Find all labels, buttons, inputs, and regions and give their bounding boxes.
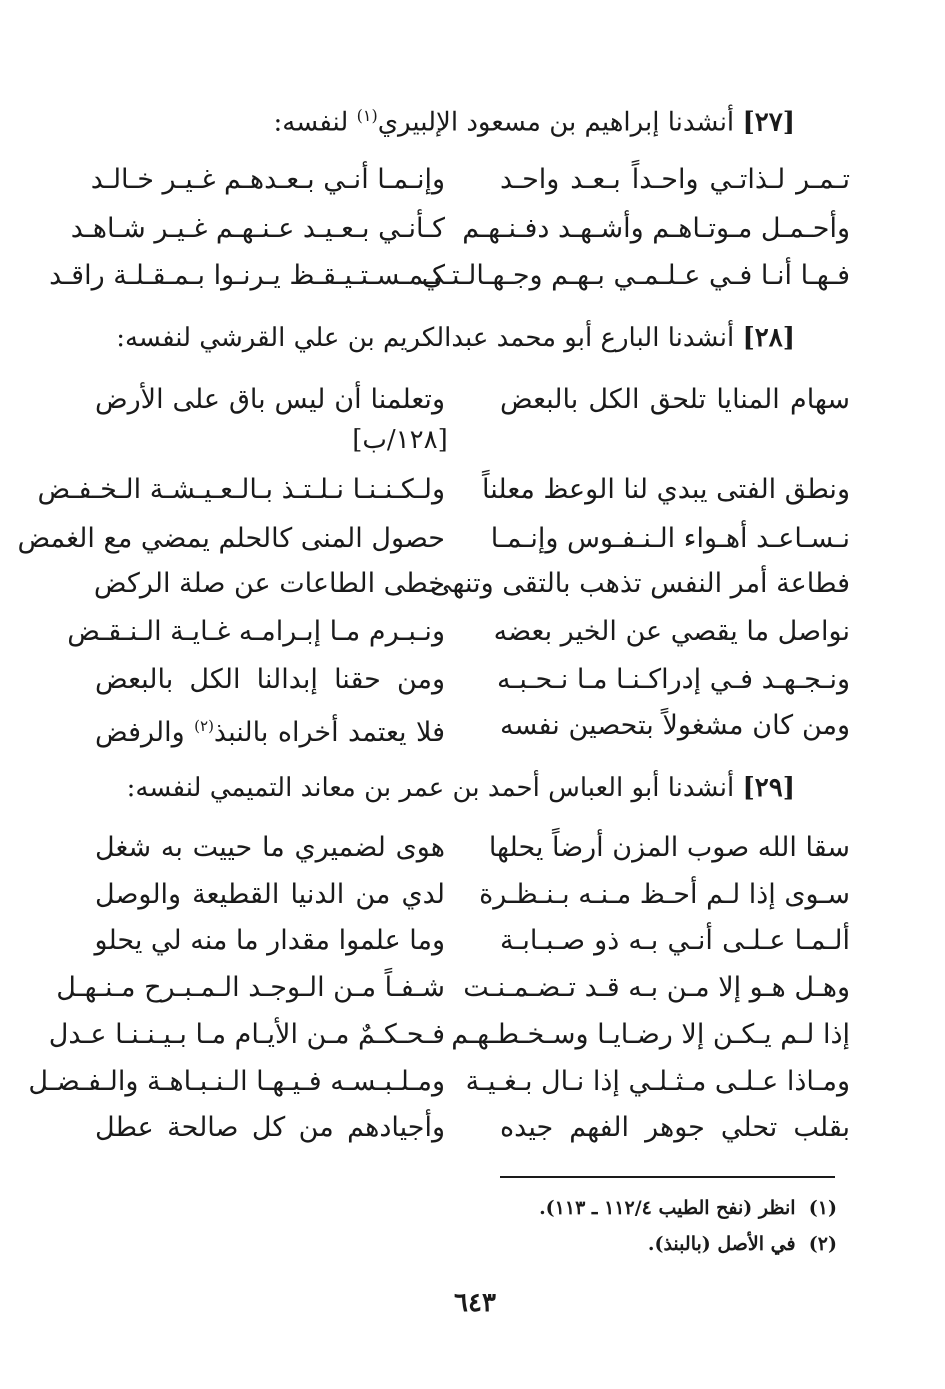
footnote-mark: (١) [808, 1197, 837, 1219]
page-number: ٦٤٣ [454, 1288, 496, 1318]
footnote-mark: (٢) [808, 1233, 837, 1255]
first-hemistich: ومن كان مشغولاً بتحصين نفسه [500, 710, 850, 741]
first-hemistich: ومـاذا عـلـى مـثـلـي إذا نـال بـغـيـة [465, 1066, 850, 1097]
footnote-marker: (٢) [194, 717, 214, 735]
footnote-separator [500, 1176, 835, 1178]
hemistich-text: فلا يعتمد أخراه بالنبذ [213, 717, 446, 748]
second-hemistich: كـأنـي بـعـيـد عـنـهـم غـيـر شـاهـد [70, 213, 445, 244]
first-hemistich: ونـجـهـد فـي إدراكـنـا مـا نـحـبـه [497, 664, 850, 695]
verse-line [95, 917, 850, 965]
footnote [237, 1192, 837, 1224]
verse-line [37, 466, 850, 514]
verse-line [67, 608, 850, 656]
verse-line [95, 871, 850, 919]
second-hemistich: ولـكـنـنـا نـلـتـذ بـالـعـيـشـة الـخـفـض [37, 474, 445, 505]
heading-text: أنشدنا أبو العباس أحمد بن عمر بن معاند التميمي لنفسه: [126, 773, 743, 803]
footnote-marker: (١) [356, 106, 378, 125]
first-hemistich: ونطق الفتى يبدي لنا الوعظ معلناً [482, 474, 850, 505]
section-heading-28 [60, 318, 795, 358]
second-hemistich: شـفـاً مـن الـوجـد الـمـبـرح مـنـهـل [56, 972, 445, 1003]
verse-line [95, 824, 850, 872]
first-hemistich: فطاعة أمر النفس تذهب بالتقى وتنهى [430, 568, 850, 599]
heading-text: أنشدنا البارع أبو محمد عبدالكريم بن علي القرشي لنفسه: [116, 323, 743, 353]
first-hemistich: نواصل ما يقصي عن الخير بعضه [493, 616, 850, 647]
second-hemistich: ومـلـبـسـه فـيـهـا الـنـبـاهـة والـفـضـل [28, 1066, 445, 1097]
verse-line [95, 560, 850, 608]
verse-line [48, 1011, 850, 1059]
verse-line [95, 1104, 850, 1152]
heading-text-end: لنفسه: [273, 107, 357, 138]
second-hemistich [95, 702, 445, 757]
first-hemistich: وهـل هـو إلا مـن بـه قـد تـضـمـنـت [463, 972, 850, 1003]
footnote-text: في الأصل (بالبنذ). [647, 1233, 796, 1255]
first-hemistich: نـسـاعـد أهـواء الـنـفـوس وإنـمـا [490, 523, 850, 554]
first-hemistich: سقا الله صوب المزن أرضاً يحلها [488, 832, 850, 863]
section-number: [٢٧] [742, 107, 795, 138]
verse-line [95, 702, 850, 750]
verse-line [95, 656, 850, 704]
second-hemistich: وإنـمـا أنـي بـعـدهـم غـيـر خـالـد [90, 164, 445, 195]
manuscript-folio-marker: [١٢٨/ب] [352, 425, 448, 455]
first-hemistich: بقلب تحلي جوهر الفهم جيده [500, 1112, 850, 1143]
heading-text: أنشدنا إبراهيم بن مسعود الإلبيري [377, 107, 743, 138]
second-hemistich: كـمـسـتـيـقـظ يـرنـوا بـمـقـلـة راقـد [49, 260, 445, 291]
section-number: [٢٨] [742, 323, 795, 353]
first-hemistich: سهام المنايا تلحق الكل بالبعض [500, 384, 850, 415]
second-hemistich: ونـبـرم مـا إبـرامـه غـايـة الـنـقـض [67, 616, 445, 647]
footnote-text: انظر (نفح الطيب ١١٢/٤ ـ ١١٣). [539, 1197, 796, 1219]
first-hemistich: سـوى إذا لـم أحـظ مـنـه بـنـظـرة [479, 879, 850, 910]
verse-line [70, 205, 850, 253]
first-hemistich: ألـمـا عـلـى أنـي بـه ذو صـبـابـة [500, 925, 850, 956]
second-hemistich: وما علموا مقدار ما منه لي يحلو [94, 925, 445, 956]
first-hemistich: إذا لـم يـكـن إلا رضـايـا وسـخـطـهـم [451, 1019, 850, 1050]
section-number: [٢٩] [742, 773, 795, 803]
second-hemistich: هوى لضميري ما حييت به شغل [95, 832, 445, 863]
section-heading-29 [60, 768, 795, 808]
verse-line [95, 376, 850, 424]
footnote [237, 1228, 837, 1260]
hemistich-text-end: والرفض [95, 717, 195, 748]
second-hemistich: حصول المنى كالحلم يمضي مع الغمض [17, 523, 445, 554]
second-hemistich: لدي من الدنيا القطيعة والوصل [95, 879, 445, 910]
first-hemistich: وأحـمـل مـوتـاهـم وأشـهـد دفـنـهـم [462, 213, 850, 244]
second-hemistich: فـحـكـمٌ مـن الأيـام مـا بـيـنـنـا عـدل [48, 1019, 445, 1050]
second-hemistich: وأجيادهم من كل صالحة عطل [95, 1112, 445, 1143]
verse-line [28, 1058, 850, 1106]
verse-line [56, 964, 850, 1012]
verse-line [90, 156, 850, 204]
section-heading-27 [60, 96, 795, 143]
verse-line [17, 515, 850, 563]
first-hemistich: فـهـا أنـا فـي عـلـمـي بـهـم وجـهـالـتـي [421, 260, 850, 291]
second-hemistich: ومن حقنا إبدالنا الكل بالبعض [95, 664, 445, 695]
second-hemistich: وتعلمنا أن ليس باق على الأرض [95, 384, 445, 415]
verse-line [49, 252, 850, 300]
first-hemistich: تـمـر لـذاتـي واحـداً بـعـد واحـد [500, 164, 850, 195]
second-hemistich: خطى الطاعات عن صلة الركض [93, 568, 445, 599]
